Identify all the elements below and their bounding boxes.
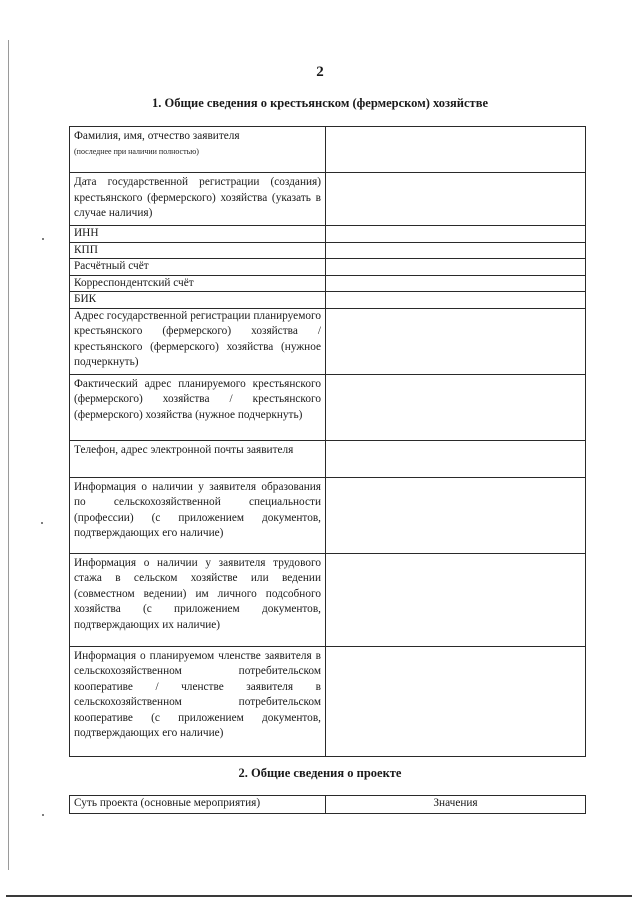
table-row <box>70 374 586 440</box>
scan-bottom-edge <box>6 895 632 897</box>
table-row <box>70 292 586 309</box>
field-label-work-experience: Информация о наличии у заявителя трудового стажа в сельском хозяйстве или ведении (совместном ведении) им личного подсобного хозяйства (с приложением документов, подтверждающих их наличие) <box>70 553 326 646</box>
scan-left-edge <box>8 40 9 870</box>
field-label-registration-address: Адрес государственной регистрации планируемого крестьянского (фермерского) хозяйства / крестьянского (фермерского) хозяйства (нужное подчеркнуть) <box>70 308 326 374</box>
table-row <box>70 127 586 173</box>
column-header-values: Значения <box>326 796 586 814</box>
table-header-row <box>70 796 586 814</box>
field-label-registration-date: Дата государственной регистрации (создания) крестьянского (фермерского) хозяйства (указать в случае наличия) <box>70 173 326 226</box>
field-label-actual-address: Фактический адрес планируемого крестьянского (фермерского) хозяйства / крестьянского (фермерского) хозяйства (нужное подчеркнуть) <box>70 374 326 440</box>
field-value-kpp[interactable] <box>326 242 586 259</box>
table-row <box>70 226 586 243</box>
table-row <box>70 646 586 756</box>
field-label-correspondent-account: Корреспондентский счёт <box>70 275 326 292</box>
project-info-table <box>69 795 586 814</box>
general-info-table <box>69 126 586 757</box>
field-value-bik[interactable] <box>326 292 586 309</box>
field-value-applicant-name[interactable] <box>326 127 586 173</box>
table-row <box>70 275 586 292</box>
scan-speck <box>42 814 44 816</box>
field-label-bik: БИК <box>70 292 326 309</box>
field-value-education-info[interactable] <box>326 477 586 553</box>
field-label-applicant-name <box>70 127 326 173</box>
scan-speck <box>42 238 44 240</box>
field-label-kpp: КПП <box>70 242 326 259</box>
field-label-cooperative-membership: Информация о планируемом членстве заявителя в сельскохозяйственном потребительском кооперативе / членстве заявителя в сельскохозяйственном потребительском кооперативе (с приложением документов, подтверждающих его наличие) <box>70 646 326 756</box>
table-row <box>70 242 586 259</box>
field-value-actual-address[interactable] <box>326 374 586 440</box>
field-label-education-info: Информация о наличии у заявителя образования по сельскохозяйственной специальности (профессии) (с приложением документов, подтверждающих его наличие) <box>70 477 326 553</box>
field-label-settlement-account: Расчётный счёт <box>70 259 326 276</box>
field-value-registration-date[interactable] <box>326 173 586 226</box>
field-label-phone-email: Телефон, адрес электронной почты заявителя <box>70 440 326 477</box>
field-value-work-experience[interactable] <box>326 553 586 646</box>
field-value-phone-email[interactable] <box>326 440 586 477</box>
page-number: 2 <box>316 64 324 80</box>
section-title-general-info: 1. Общие сведения о крестьянском (фермерском) хозяйстве <box>151 96 488 110</box>
field-value-registration-address[interactable] <box>326 308 586 374</box>
table-row <box>70 477 586 553</box>
field-value-correspondent-account[interactable] <box>326 275 586 292</box>
table-row <box>70 173 586 226</box>
field-value-settlement-account[interactable] <box>326 259 586 276</box>
field-label-inn: ИНН <box>70 226 326 243</box>
scan-speck <box>41 522 43 524</box>
column-header-project-essence: Суть проекта (основные мероприятия) <box>70 796 326 814</box>
table-row <box>70 553 586 646</box>
field-label-text: Фамилия, имя, отчество заявителя <box>74 130 240 142</box>
field-value-cooperative-membership[interactable] <box>326 646 586 756</box>
table-row <box>70 308 586 374</box>
field-note: (последнее при наличии полностью) <box>74 146 199 156</box>
table-row <box>70 440 586 477</box>
table-row <box>70 259 586 276</box>
section-title-project-info: 2. Общие сведения о проекте <box>238 766 402 780</box>
field-value-inn[interactable] <box>326 226 586 243</box>
